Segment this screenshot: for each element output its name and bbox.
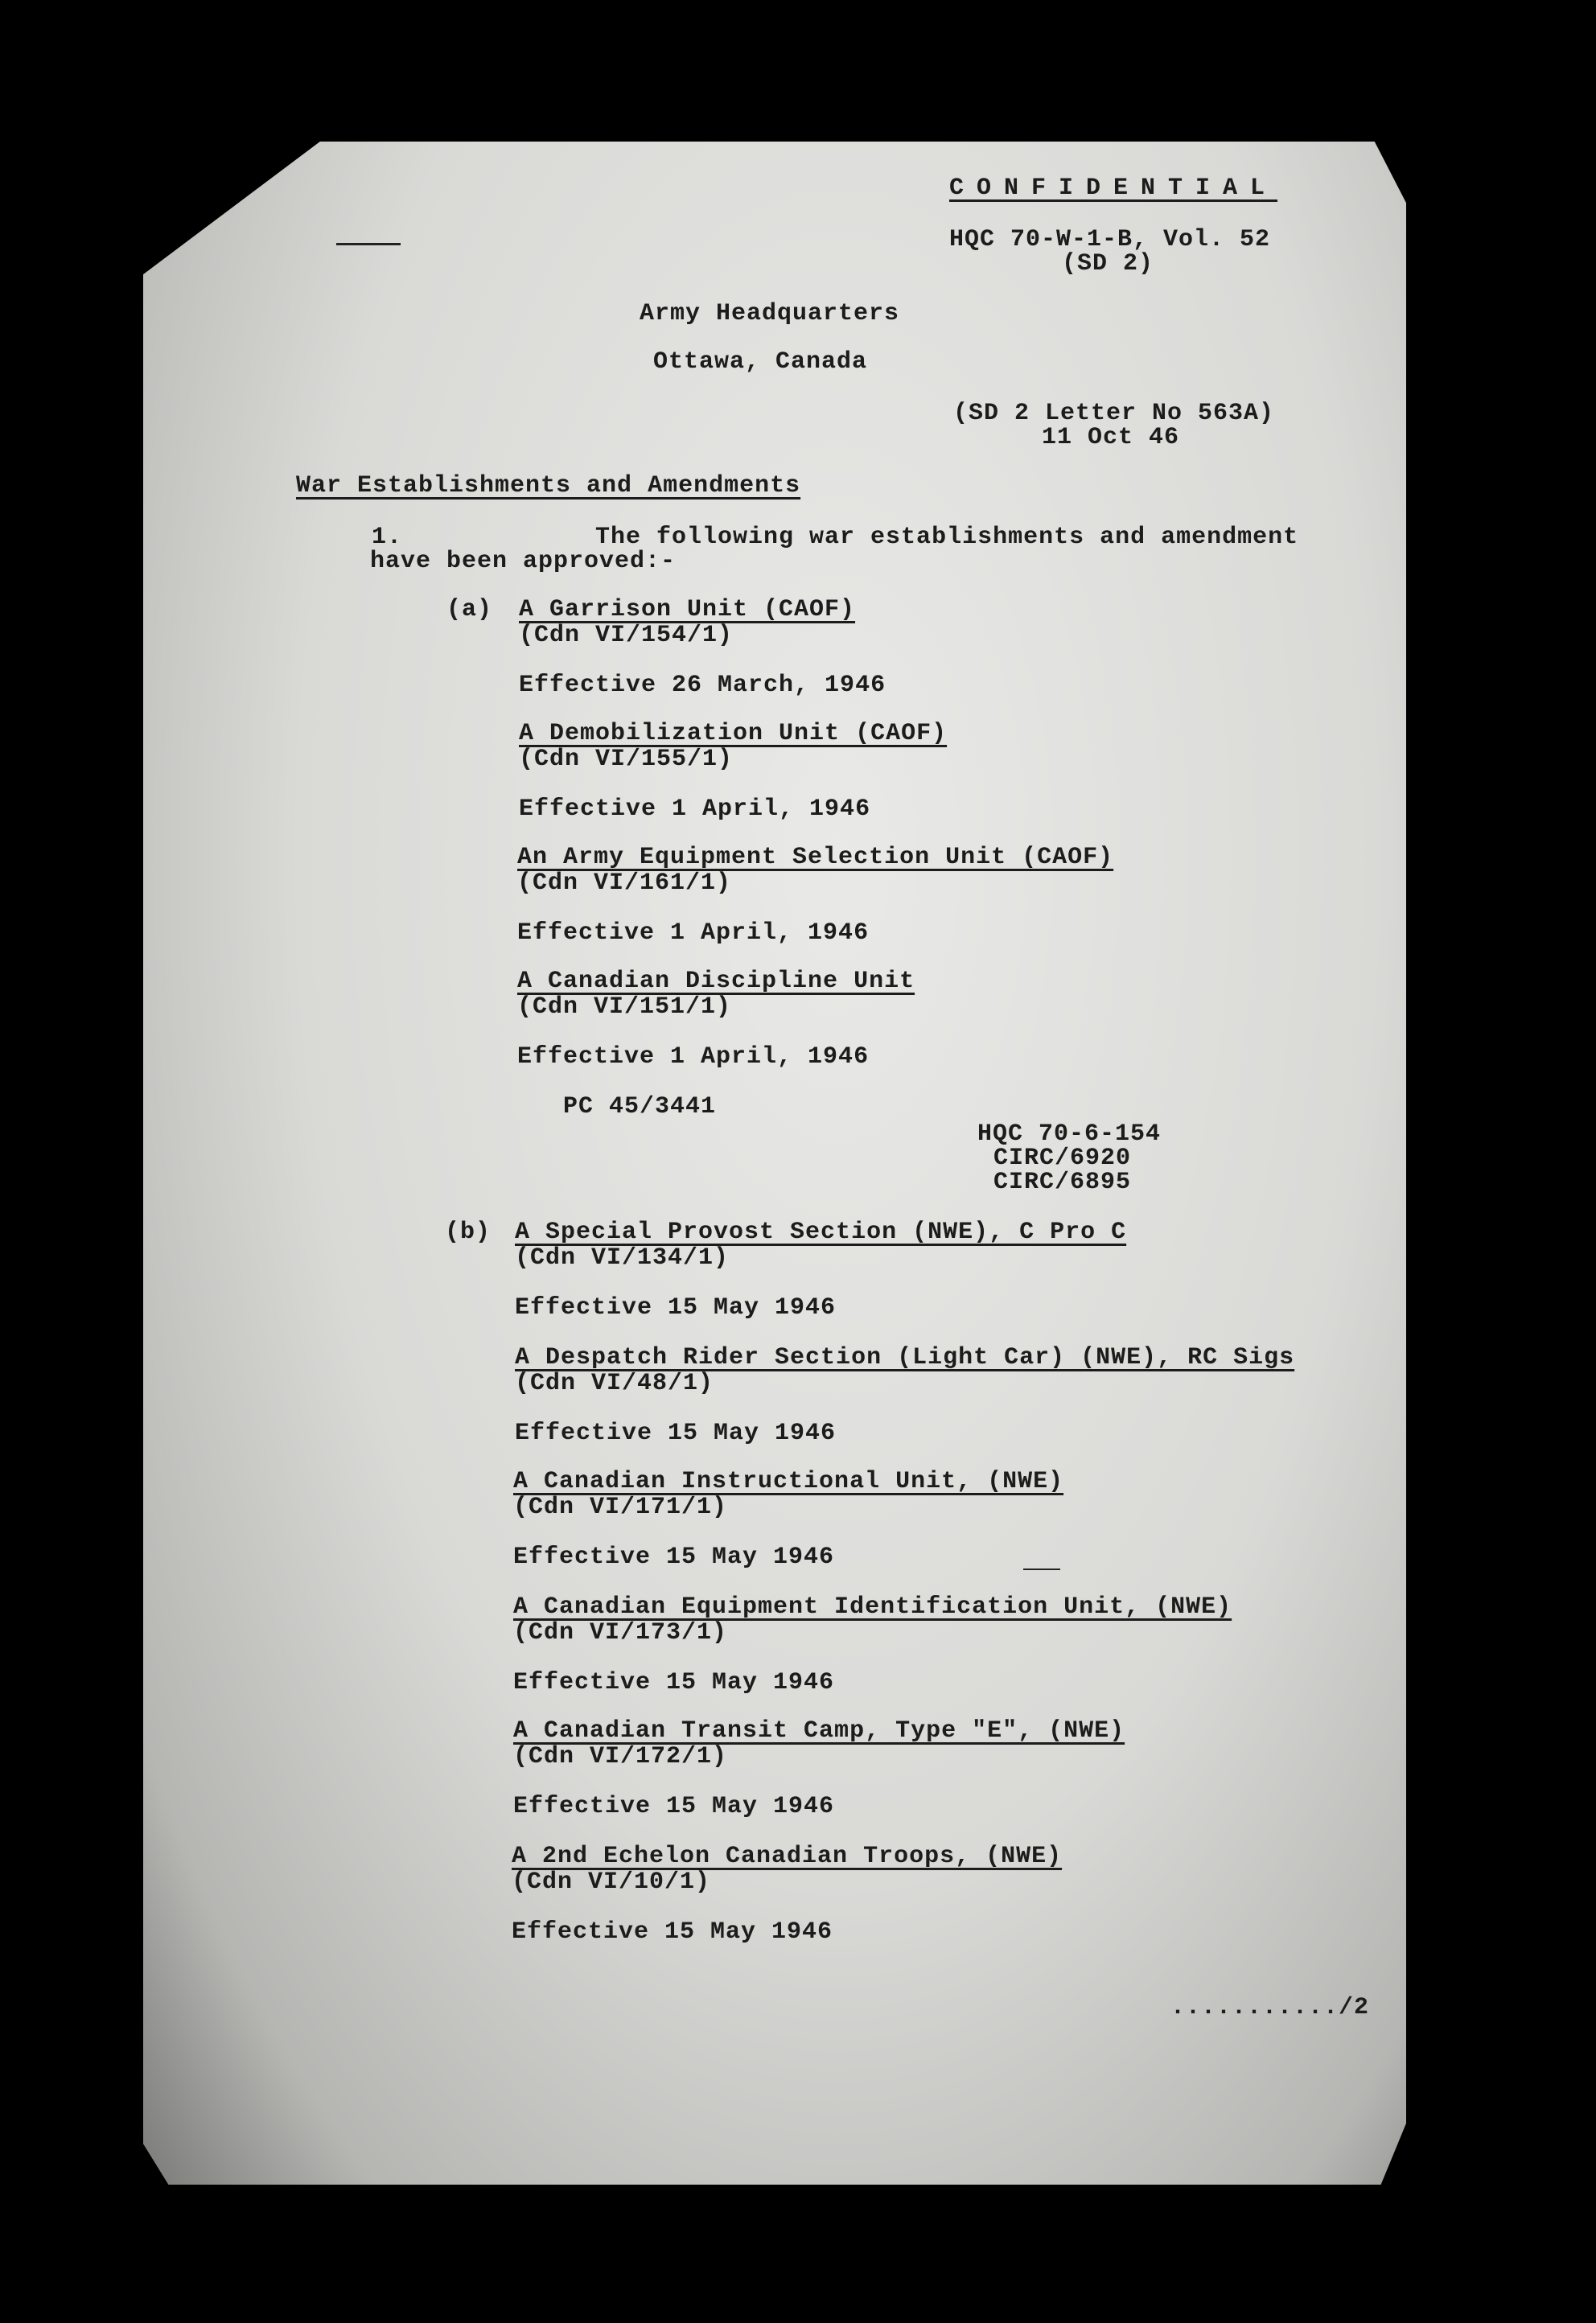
circ-ref: CIRC/6920 xyxy=(993,1145,1132,1172)
unit-ref: (Cdn VI/173/1) xyxy=(513,1619,728,1647)
unit-effective: Effective 1 April, 1946 xyxy=(517,1043,870,1071)
para-line-1: The following war establishments and amendment xyxy=(595,524,1299,551)
para-line-2: have been approved:- xyxy=(370,548,677,575)
margin-mark xyxy=(336,243,401,245)
unit-title: An Army Equipment Selection Unit (CAOF) xyxy=(517,844,1114,871)
unit-effective: Effective 15 May 1946 xyxy=(513,1793,835,1820)
unit-ref: (Cdn VI/161/1) xyxy=(517,870,732,897)
unit-ref: (Cdn VI/172/1) xyxy=(513,1743,728,1770)
stray-mark xyxy=(1023,1569,1060,1570)
unit-effective: Effective 15 May 1946 xyxy=(513,1544,835,1571)
unit-effective: Effective 26 March, 1946 xyxy=(519,672,886,699)
document-page xyxy=(143,142,1406,2185)
privy-council-ref: PC 45/3441 xyxy=(563,1093,717,1120)
subject-line: War Establishments and Amendments xyxy=(296,472,801,500)
unit-effective: Effective 15 May 1946 xyxy=(515,1420,837,1447)
classification-label: CONFIDENTIAL xyxy=(949,175,1278,202)
unit-effective: Effective 15 May 1946 xyxy=(512,1918,833,1946)
file-reference-sub: (SD 2) xyxy=(1062,250,1154,278)
letter-date: 11 Oct 46 xyxy=(1042,424,1180,451)
unit-ref: (Cdn VI/134/1) xyxy=(515,1244,730,1272)
organization: Army Headquarters xyxy=(640,300,900,327)
unit-effective: Effective 1 April, 1946 xyxy=(517,919,870,947)
unit-effective: Effective 1 April, 1946 xyxy=(519,796,871,823)
unit-effective: Effective 15 May 1946 xyxy=(513,1669,835,1696)
unit-title: A Canadian Transit Camp, Type "E", (NWE) xyxy=(513,1717,1125,1745)
unit-ref: (Cdn VI/155/1) xyxy=(519,746,734,773)
unit-title: A Despatch Rider Section (Light Car) (NWE), RC Sigs xyxy=(515,1344,1295,1371)
unit-effective: Effective 15 May 1946 xyxy=(515,1294,837,1322)
section-a-label: (a) xyxy=(446,596,493,623)
circ-ref: CIRC/6895 xyxy=(993,1169,1132,1196)
unit-title: A Canadian Equipment Identification Unit, (NWE) xyxy=(513,1593,1232,1621)
unit-title: A 2nd Echelon Canadian Troops, (NWE) xyxy=(512,1843,1063,1870)
unit-title: A Special Provost Section (NWE), C Pro C xyxy=(515,1219,1127,1246)
unit-ref: (Cdn VI/151/1) xyxy=(517,993,732,1021)
unit-title: A Garrison Unit (CAOF) xyxy=(519,596,856,623)
unit-title: A Canadian Discipline Unit xyxy=(517,968,915,995)
file-reference: HQC 70-W-1-B, Vol. 52 xyxy=(949,226,1271,253)
unit-title: A Demobilization Unit (CAOF) xyxy=(519,720,948,747)
unit-ref: (Cdn VI/48/1) xyxy=(515,1370,714,1397)
section-b-label: (b) xyxy=(445,1219,492,1246)
unit-ref: (Cdn VI/10/1) xyxy=(512,1869,711,1896)
unit-ref: (Cdn VI/154/1) xyxy=(519,622,734,649)
page-continuation: .........../2 xyxy=(1170,1994,1370,2021)
letter-number: (SD 2 Letter No 563A) xyxy=(953,400,1275,427)
para-number: 1. xyxy=(372,524,403,551)
hqc-ref: HQC 70-6-154 xyxy=(977,1120,1162,1148)
location: Ottawa, Canada xyxy=(653,348,868,376)
unit-ref: (Cdn VI/171/1) xyxy=(513,1494,728,1521)
unit-title: A Canadian Instructional Unit, (NWE) xyxy=(513,1468,1064,1495)
